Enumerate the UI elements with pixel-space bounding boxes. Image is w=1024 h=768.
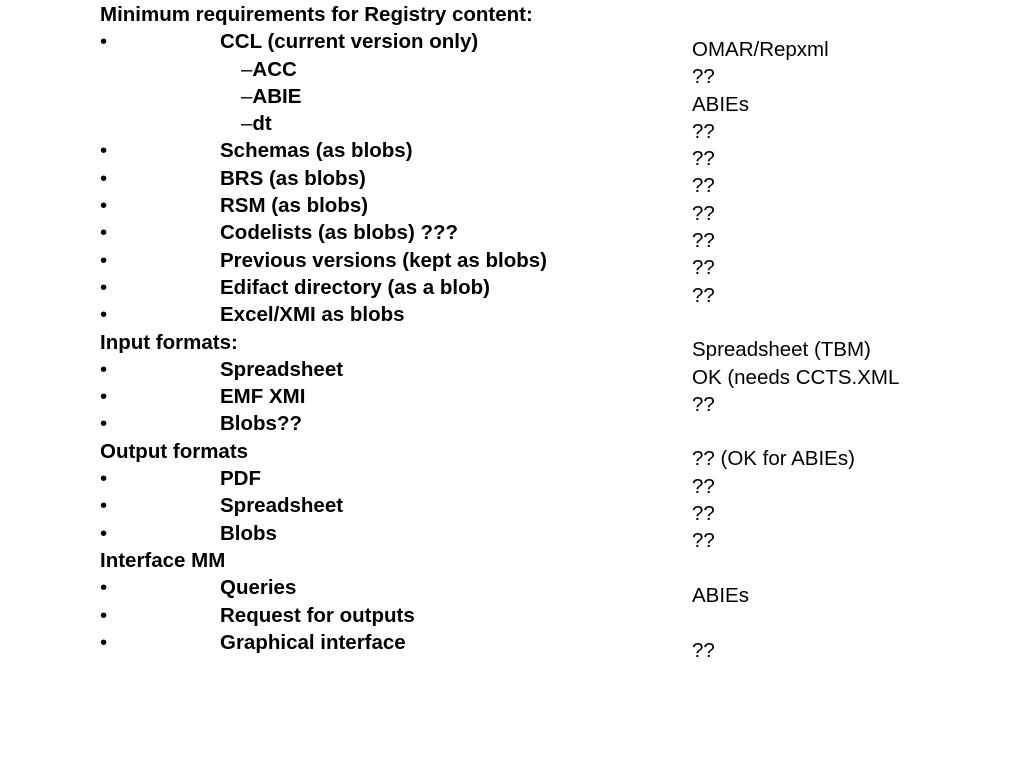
note-line: Spreadsheet (TBM) <box>692 338 871 362</box>
list-item: • Blobs <box>100 520 660 547</box>
note-line: ?? <box>692 474 715 498</box>
note-line: ?? <box>692 119 715 143</box>
note-line: ?? <box>692 65 715 89</box>
list-item: • RSM (as blobs) <box>100 192 660 219</box>
list-item: • Edifact directory (as a blob) <box>100 274 660 301</box>
input-formats-heading: Input formats: <box>100 330 238 354</box>
note-line: ?? <box>692 229 715 253</box>
sub-list-item: –ABIE <box>241 84 302 108</box>
bullet: • <box>100 467 108 491</box>
bullet: • <box>100 412 108 436</box>
note-line: ?? <box>692 147 715 171</box>
note-line <box>692 309 1012 336</box>
note-line: ?? <box>692 638 715 662</box>
list-item: • Request for outputs <box>100 602 660 629</box>
bullet: • <box>100 521 108 545</box>
dash: – <box>241 112 253 136</box>
note-line: ?? <box>692 502 715 526</box>
bullet: • <box>100 275 108 299</box>
bullet: • <box>100 357 108 381</box>
dash: – <box>241 57 253 81</box>
dash: – <box>241 84 253 108</box>
output-formats-heading: Output formats <box>100 439 249 463</box>
interface-heading: Interface MM <box>100 548 226 572</box>
note-line: ?? <box>692 283 715 307</box>
note-line: OMAR/Repxml <box>692 38 829 61</box>
note-line: ?? <box>692 529 715 553</box>
list-item: • Spreadsheet <box>100 356 660 383</box>
bullet: • <box>100 494 108 518</box>
note-line <box>692 418 1012 445</box>
bullet: • <box>100 576 108 600</box>
list-item: • PDF <box>100 465 660 492</box>
bullet: • <box>100 221 108 245</box>
bullet: • <box>100 303 108 327</box>
note-line: ABIEs <box>692 583 749 607</box>
bullet: • <box>100 630 108 654</box>
note-line: ?? <box>692 256 715 280</box>
requirements-list <box>100 1 660 656</box>
list-item: • Previous versions (kept as blobs) <box>100 247 660 274</box>
list-item: • Blobs?? <box>100 410 660 437</box>
list-item: • CCL (current version only) <box>100 28 660 55</box>
bullet: • <box>100 248 108 272</box>
note-line: ?? <box>692 392 715 416</box>
sub-list-item: –ACC <box>241 57 297 81</box>
list-item: • BRS (as blobs) <box>100 165 660 192</box>
bullet: • <box>100 194 108 218</box>
status-notes-list <box>692 36 1012 664</box>
bullet: • <box>100 385 108 409</box>
note-line: ?? (OK for ABIEs) <box>692 447 855 471</box>
note-line: ?? <box>692 174 715 198</box>
bullet: • <box>100 166 108 190</box>
note-line: OK (needs CCTS.XML <box>692 365 900 389</box>
note-line: ABIEs <box>692 92 749 116</box>
list-item: • Spreadsheet <box>100 492 660 519</box>
list-item: • Graphical interface <box>100 629 660 656</box>
bullet: • <box>100 30 108 54</box>
note-line <box>692 555 1012 582</box>
sub-list-item: –dt <box>241 112 272 136</box>
list-item: • Excel/XMI as blobs <box>100 301 660 328</box>
note-line <box>692 609 1012 636</box>
list-item: • Queries <box>100 574 660 601</box>
list-item: • EMF XMI <box>100 383 660 410</box>
list-item: • Codelists (as blobs) ??? <box>100 219 660 246</box>
registry-heading: Minimum requirements for Registry content: <box>100 3 533 26</box>
bullet: • <box>100 139 108 163</box>
bullet: • <box>100 603 108 627</box>
note-line: ?? <box>692 201 715 225</box>
list-item: • Schemas (as blobs) <box>100 137 660 164</box>
